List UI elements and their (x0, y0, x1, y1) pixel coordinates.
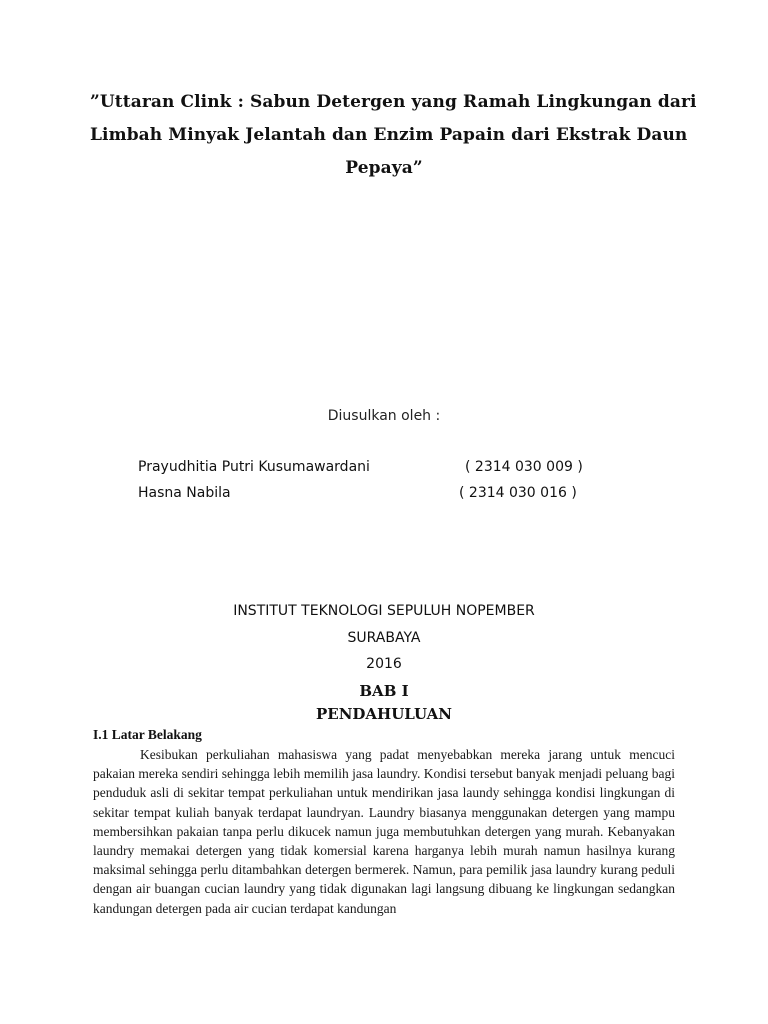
institution-name: INSTITUT TEKNOLOGI SEPULUH NOPEMBER (233, 603, 535, 619)
author-name: Prayudhitia Putri Kusumawardani (138, 459, 370, 475)
section-heading: I.1 Latar Belakang (93, 727, 202, 742)
author-id: ( 2314 030 009 ) (465, 459, 583, 475)
institution-year: 2016 (366, 656, 402, 672)
author-id: ( 2314 030 016 ) (459, 485, 577, 501)
document-title (90, 86, 697, 185)
title-line-2: Limbah Minyak Jelantah dan Enzim Papain dari Ekstrak Daun (90, 125, 688, 145)
author-name: Hasna Nabila (138, 485, 231, 501)
chapter-number: BAB I (359, 682, 409, 700)
chapter-title: PENDAHULUAN (315, 705, 453, 723)
body-paragraph: Kesibukan perkuliahan mahasiswa yang padat menyebabkan mereka jarang untuk mencuci pakaian mereka sendiri sehingga lebih memilih jasa laundry. Kondisi tersebut banyak menjadi peluang bagi penduduk asli di sekitar tempat perkuliahan untuk mendirikan jasa laundy sehingga kondisi lingkungan di sekitar tempat kuliah banyak terdapat laundryan. Laundry biasanya menggunakan detergen yang mampu membersihkan pakaian tanpa perlu dikucek namun juga membutuhkan detergen yang murah. Kebanyakan laundry memakai detergen yang tidak komersial karena harganya lebih murah namun hasilnya kurang maksimal sehingga perlu ditambahkan detergen bermerek. Namun, para pemilik jasa laundry kurang peduli dengan air buangan cucian laundry yang tidak digunakan lagi langsung dibuang ke lingkungan sedangkan kandungan detergen pada air cucian terdapat kandungan (93, 747, 675, 916)
proposed-by-label: Diusulkan oleh : (327, 408, 441, 424)
title-line-1: ”Uttaran Clink : Sabun Detergen yang Ramah Lingkungan dari (90, 92, 697, 112)
institution-city: SURABAYA (347, 630, 421, 646)
title-line-3: Pepaya” (345, 158, 423, 178)
